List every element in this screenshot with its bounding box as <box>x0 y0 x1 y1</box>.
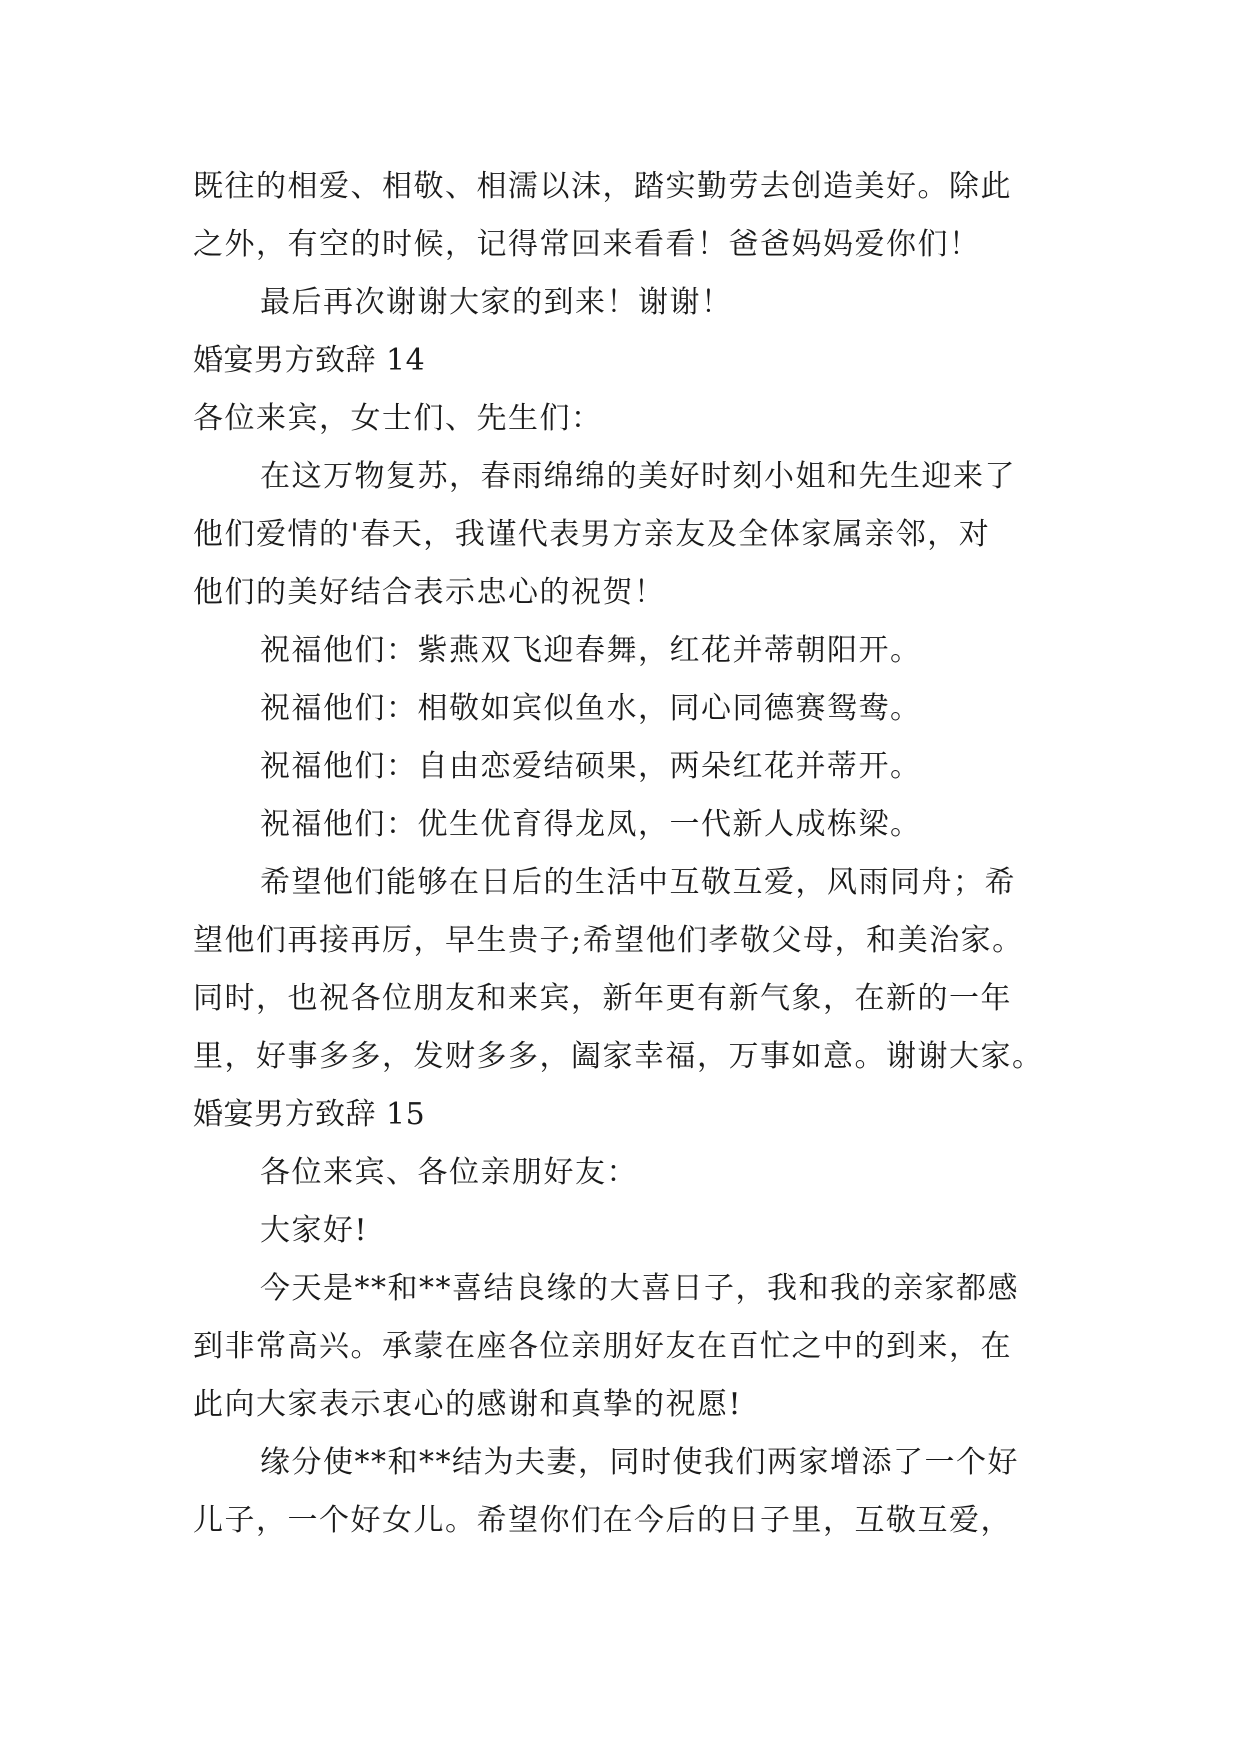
document-page <box>193 158 1063 1550</box>
text-line: 他们的美好结合表示忠心的祝贺！ <box>193 575 666 610</box>
text-line: 里，好事多多，发财多多，阖家幸福，万事如意。谢谢大家。 <box>193 1039 1044 1074</box>
text-line: 最后再次谢谢大家的到来！谢谢！ <box>260 285 733 320</box>
text-line: 缘分使**和**结为夫妻，同时使我们两家增添了一个好 <box>260 1445 1019 1480</box>
text-line: 同时，也祝各位朋友和来宾，新年更有新气象，在新的一年 <box>193 981 1012 1016</box>
text-line: 今天是**和**喜结良缘的大喜日子，我和我的亲家都感 <box>260 1271 1019 1306</box>
text-line: 望他们再接再厉，早生贵子;希望他们孝敬父母，和美治家。 <box>193 923 1024 958</box>
text-line: 到非常高兴。承蒙在座各位亲朋好友在百忙之中的到来，在 <box>193 1329 1012 1364</box>
text-line: 之外，有空的时候，记得常回来看看！爸爸妈妈爱你们！ <box>193 227 981 262</box>
text-line: 祝福他们：自由恋爱结硕果，两朵红花并蒂开。 <box>260 749 922 784</box>
salutation: 各位来宾，女士们、先生们： <box>193 401 603 436</box>
section-heading: 婚宴男方致辞 14 <box>193 343 426 378</box>
text-line: 大家好! <box>260 1213 369 1248</box>
salutation: 各位来宾、各位亲朋好友： <box>260 1155 638 1190</box>
section-heading: 婚宴男方致辞 15 <box>193 1097 426 1132</box>
text-line: 他们爱情的'春天，我谨代表男方亲友及全体家属亲邻，对 <box>193 517 991 552</box>
text-line: 在这万物复苏，春雨绵绵的美好时刻小姐和先生迎来了 <box>260 459 1016 494</box>
text-line: 此向大家表示衷心的感谢和真挚的祝愿! <box>193 1387 743 1422</box>
text-line: 祝福他们：优生优育得龙凤，一代新人成栋梁。 <box>260 807 922 842</box>
text-line: 祝福他们：相敬如宾似鱼水，同心同德赛鸳鸯。 <box>260 691 922 726</box>
text-line: 儿子，一个好女儿。希望你们在今后的日子里，互敬互爱， <box>193 1503 1012 1538</box>
text-line: 既往的相爱、相敬、相濡以沫，踏实勤劳去创造美好。除此 <box>193 169 1012 204</box>
text-line: 祝福他们：紫燕双飞迎春舞，红花并蒂朝阳开。 <box>260 633 922 668</box>
text-line: 希望他们能够在日后的生活中互敬互爱，风雨同舟；希 <box>260 865 1016 900</box>
